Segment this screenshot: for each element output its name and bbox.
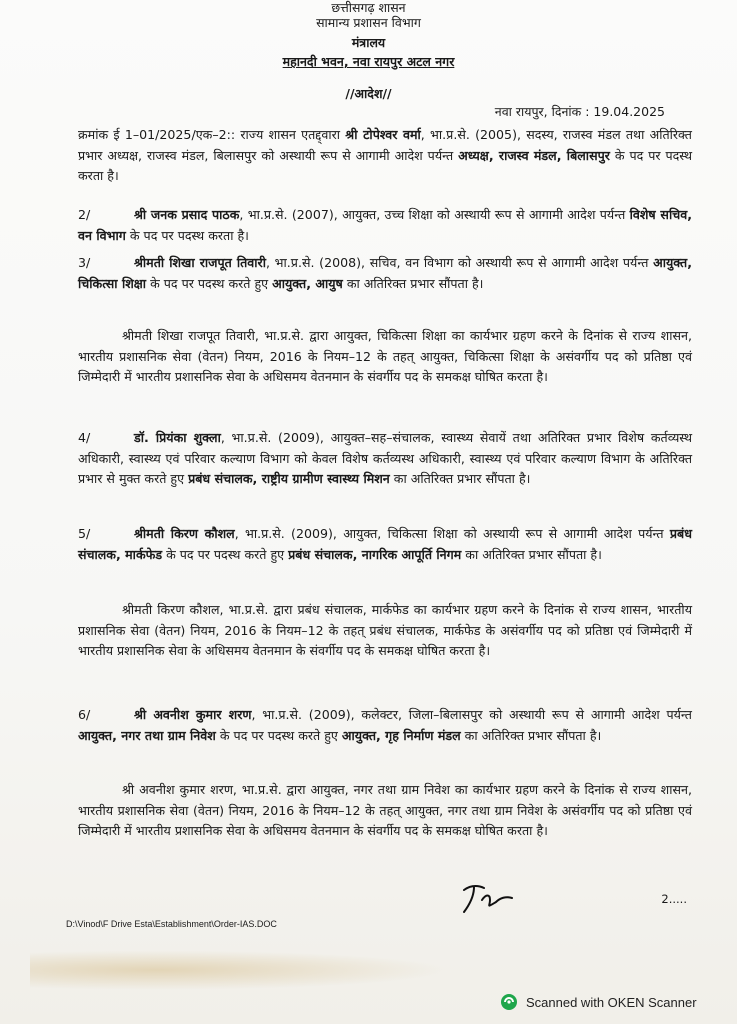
page-continue-marker: 2.....: [661, 892, 687, 906]
p6-number: 6/: [78, 707, 91, 722]
p2-post: विशेष सचिव, वन विभाग: [78, 207, 692, 243]
p3-name: श्रीमती शिखा राजपूत तिवारी: [134, 255, 266, 270]
oken-scanner-logo-icon: [500, 993, 518, 1011]
order-paragraph-4: [78, 428, 692, 490]
p1-name: श्री टोपेश्वर वर्मा: [345, 127, 421, 142]
header-state: छत्तीसगढ़ शासन: [331, 0, 406, 15]
scanner-watermark: [500, 993, 697, 1011]
scanner-label: Scanned with OKEN Scanner: [526, 994, 697, 1010]
p1-post: अध्यक्ष, राजस्व मंडल, बिलासपुर: [458, 147, 610, 163]
p6-post: आयुक्त, नगर तथा ग्राम निवेश: [78, 727, 216, 743]
p2-mid: , भा.प्र.से. (2007), आयुक्त, उच्च शिक्षा को अस्थायी रूप से आगामी आदेश पर्यन्त: [239, 207, 630, 222]
p6-mid: , भा.प्र.से. (2009), कलेक्टर, जिला–बिलासपुर को अस्थायी रूप से आगामी आदेश पर्यन्त: [251, 707, 692, 722]
p6-post2: आयुक्त, गृह निर्माण मंडल: [341, 727, 461, 743]
header-address: महानदी भवन, नवा रायपुर अटल नगर: [282, 54, 455, 69]
p2-number: 2/: [78, 207, 91, 222]
p3-number: 3/: [78, 255, 91, 270]
p5-post: प्रबंध संचालक, मार्कफेड: [78, 526, 692, 562]
header-department: सामान्य प्रशासन विभाग: [316, 15, 421, 30]
scan-stain: [30, 950, 450, 990]
order-paragraph-5: [78, 524, 692, 565]
p6-end: का अतिरिक्त प्रभार सौंपता है।: [460, 727, 602, 743]
order-paragraph-5b: श्रीमती किरण कौशल, भा.प्र.से. द्वारा प्रबंध संचालक, मार्कफेड का कार्यभार ग्रहण करने के दिनांक से राज्य शासन, भारतीय प्रशासनिक सेवा (वेतन) नियम, 2016 के नियम–12 के तहत् प्रबंध संचालक, मार्कफेड के असंवर्गीय पद को प्रतिष्ठा एवं जिम्मेदारी में भारतीय प्रशासनिक सेवा के अधिसमय वेतनमान के संवर्गीय पद के समकक्ष घोषित करता है।: [78, 602, 692, 658]
order-paragraph-3b: श्रीमती शिखा राजपूत तिवारी, भा.प्र.से. द्वारा आयुक्त, चिकित्सा शिक्षा का कार्यभार ग्रहण करने के दिनांक से राज्य शासन, भारतीय प्रशासनिक सेवा (वेतन) नियम, 2016 के नियम–12 के तहत् आयुक्त, चिकित्सा शिक्षा के असंवर्गीय पद को प्रतिष्ठा एवं जिम्मेदारी में भारतीय प्रशासनिक सेवा के अधिसमय वेतनमान के संवर्गीय पद के समकक्ष घोषित करता है।: [78, 328, 692, 384]
p1-prefix: क्रमांक ई 1–01/2025/एक–2:: राज्य शासन एतद्द्वारा: [78, 127, 346, 142]
file-path: D:\Vinod\F Drive Esta\Establishment\Order-IAS.DOC: [66, 919, 277, 929]
p4-number: 4/: [78, 430, 91, 445]
order-paragraph-6: [78, 705, 692, 746]
p5-mid2: के पद पर पदस्थ करते हुए: [162, 546, 289, 562]
header-ministry: मंत्रालय: [351, 35, 386, 50]
p6-name: श्री अवनीश कुमार शरण: [134, 707, 252, 722]
p2-name: श्री जनक प्रसाद पाठक: [134, 207, 240, 222]
p6-mid2: के पद पर पदस्थ करते हुए: [215, 727, 342, 743]
p3-post: आयुक्त, चिकित्सा शिक्षा: [78, 255, 692, 291]
order-paragraph-1: [78, 125, 692, 187]
p1-mid: , भा.प्र.से. (2005), सदस्य, राजस्व मंडल तथा अतिरिक्त प्रभार अध्यक्ष, राजस्व मंडल, बिलासपुर को अस्थायी रूप से आगामी आदेश पर्यन्त: [78, 127, 692, 163]
p2-end: के पद पर पदस्थ करता है।: [125, 227, 249, 243]
p4-mid: , भा.प्र.से. (2009), आयुक्त–सह–संचालक, स्वास्थ्य सेवायें तथा अतिरिक्त प्रभार विशेष कर्तव्यस्थ अधिकारी, स्वास्थ्य एवं परिवार कल्याण विभाग को केवल विशेष कर्तव्यस्थ अधिकारी, स्वास्थ्य एवं परिवार कल्याण विभाग के अतिरिक्त प्रभार से मुक्त करते हुए: [78, 430, 693, 486]
p3-end: का अतिरिक्त प्रभार सौंपता है।: [342, 275, 484, 291]
order-paragraph-6b: श्री अवनीश कुमार शरण, भा.प्र.से. द्वारा आयुक्त, नगर तथा ग्राम निवेश का कार्यभार ग्रहण करने के दिनांक से राज्य शासन, भारतीय प्रशासनिक सेवा (वेतन) नियम, 2016 के नियम–12 के तहत् आयुक्त, नगर तथा ग्राम निवेश के असंवर्गीय पद को प्रतिष्ठा एवं जिम्मेदारी में भारतीय प्रशासनिक सेवा के अधिसमय वेतनमान के संवर्गीय पद के समकक्ष घोषित करता है।: [78, 782, 692, 838]
p4-name: डॉ. प्रियंका शुक्ला: [134, 430, 221, 445]
p5-end: का अतिरिक्त प्रभार सौंपता है।: [461, 546, 602, 562]
p1-end: के पद पर पदस्थ करता है।: [78, 147, 692, 183]
p5-number: 5/: [78, 526, 91, 541]
p5-name: श्रीमती किरण कौशल: [134, 526, 235, 541]
p4-end: का अतिरिक्त प्रभार सौंपता है।: [389, 471, 531, 486]
p3-mid2: के पद पर पदस्थ करते हुए: [146, 275, 273, 291]
date-line: नवा रायपुर, दिनांक : 19.04.2025: [494, 104, 665, 119]
signature-mark: [460, 880, 520, 916]
p3-mid: , भा.प्र.से. (2008), सचिव, वन विभाग को अस्थायी रूप से आगामी आदेश पर्यन्त: [265, 255, 654, 270]
order-paragraph-3: [78, 253, 692, 294]
p3-post2: आयुक्त, आयुष: [272, 275, 343, 291]
p5-mid: , भा.प्र.से. (2009), आयुक्त, चिकित्सा शिक्षा को अस्थायी रूप से आगामी आदेश पर्यन्त: [234, 526, 670, 541]
order-paragraph-2: [78, 205, 692, 246]
p5-post2: प्रबंध संचालक, नागरिक आपूर्ति निगम: [288, 546, 462, 562]
order-title: //आदेश//: [345, 86, 392, 101]
p4-post: प्रबंध संचालक, राष्ट्रीय ग्रामीण स्वास्थ्य मिशन: [188, 471, 390, 486]
